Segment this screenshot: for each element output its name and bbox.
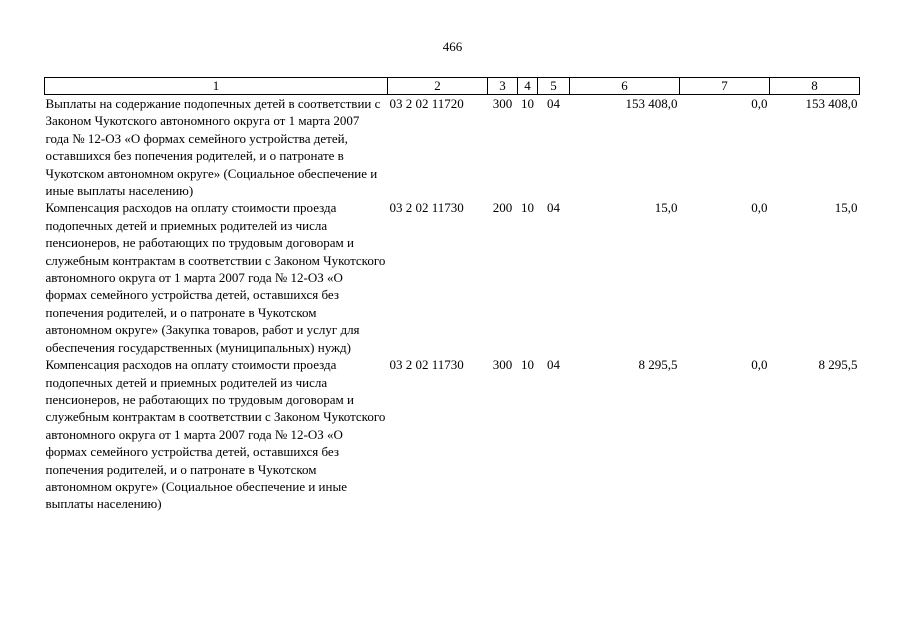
row-description: Выплаты на содержание подопечных детей в соответствии с Законом Чукотского автономного округа от 1 марта 2007 года № 12-ОЗ «О формах семейного устройства детей, оставшихся без попечения родителей, и о патронате в Чукотском автономном округе» (Социальное обеспечение и иные выплаты населению) [45,96,381,199]
row-amount: 15,0 [654,200,678,216]
table-row [45,95,860,200]
row-section: 10 [521,200,534,216]
row-description: Компенсация расходов на оплату стоимости проезда подопечных детей и приемных родителей из числа пенсионеров, не работающих по трудовым договорам и служебным контрактам в соответствии с Законом Чукотского автономного округа от 1 марта 2007 года № 12-ОЗ «О формах семейного устройства детей, оставшихся без попечения родителей, и о патронате в Чукотском автономном округе» (Социальное обеспечение и иные выплаты населению) [45,357,386,512]
row-change: 0,0 [751,200,768,216]
row-change: 0,0 [751,96,768,111]
row-total: 8 295,5 [818,357,858,373]
row-target-code: 03 2 02 11720 [389,96,464,111]
row-target-code: 03 2 02 11730 [389,200,464,216]
row-expense-type: 200 [492,200,513,216]
column-header-7: 7 [680,78,770,95]
row-subsection: 04 [547,200,560,216]
column-header-2: 2 [388,78,488,95]
row-amount: 153 408,0 [625,96,678,111]
row-section: 10 [521,96,534,111]
page-number: 466 [442,39,463,54]
row-section: 10 [521,357,534,373]
row-total: 153 408,0 [805,96,858,111]
table-row [45,356,860,513]
row-subsection: 04 [547,96,560,111]
column-header-5: 5 [538,78,570,95]
row-subsection: 04 [547,357,560,373]
table-row [45,199,860,356]
row-target-code: 03 2 02 11730 [389,357,464,373]
row-total: 15,0 [834,200,858,216]
row-expense-type: 300 [492,357,513,373]
column-header-6: 6 [570,78,680,95]
row-amount: 8 295,5 [638,357,678,373]
row-change: 0,0 [751,357,768,373]
header-row [45,78,860,95]
budget-table [44,77,860,513]
row-description: Компенсация расходов на оплату стоимости проезда подопечных детей и приемных родителей из числа пенсионеров, не работающих по трудовым договорам и служебным контрактам в соответствии с Законом Чукотского автономного округа от 1 марта 2007 года № 12-ОЗ «О формах семейного устройства детей, оставшихся без попечения родителей, и о патронате в Чукотском автономном округе» (Закупка товаров, работ и услуг для обеспечения государственных (муниципальных) нужд) [45,200,386,355]
column-header-8: 8 [770,78,860,95]
row-expense-type: 300 [492,96,513,111]
column-header-3: 3 [488,78,518,95]
column-header-1: 1 [45,78,388,95]
column-header-4: 4 [518,78,538,95]
